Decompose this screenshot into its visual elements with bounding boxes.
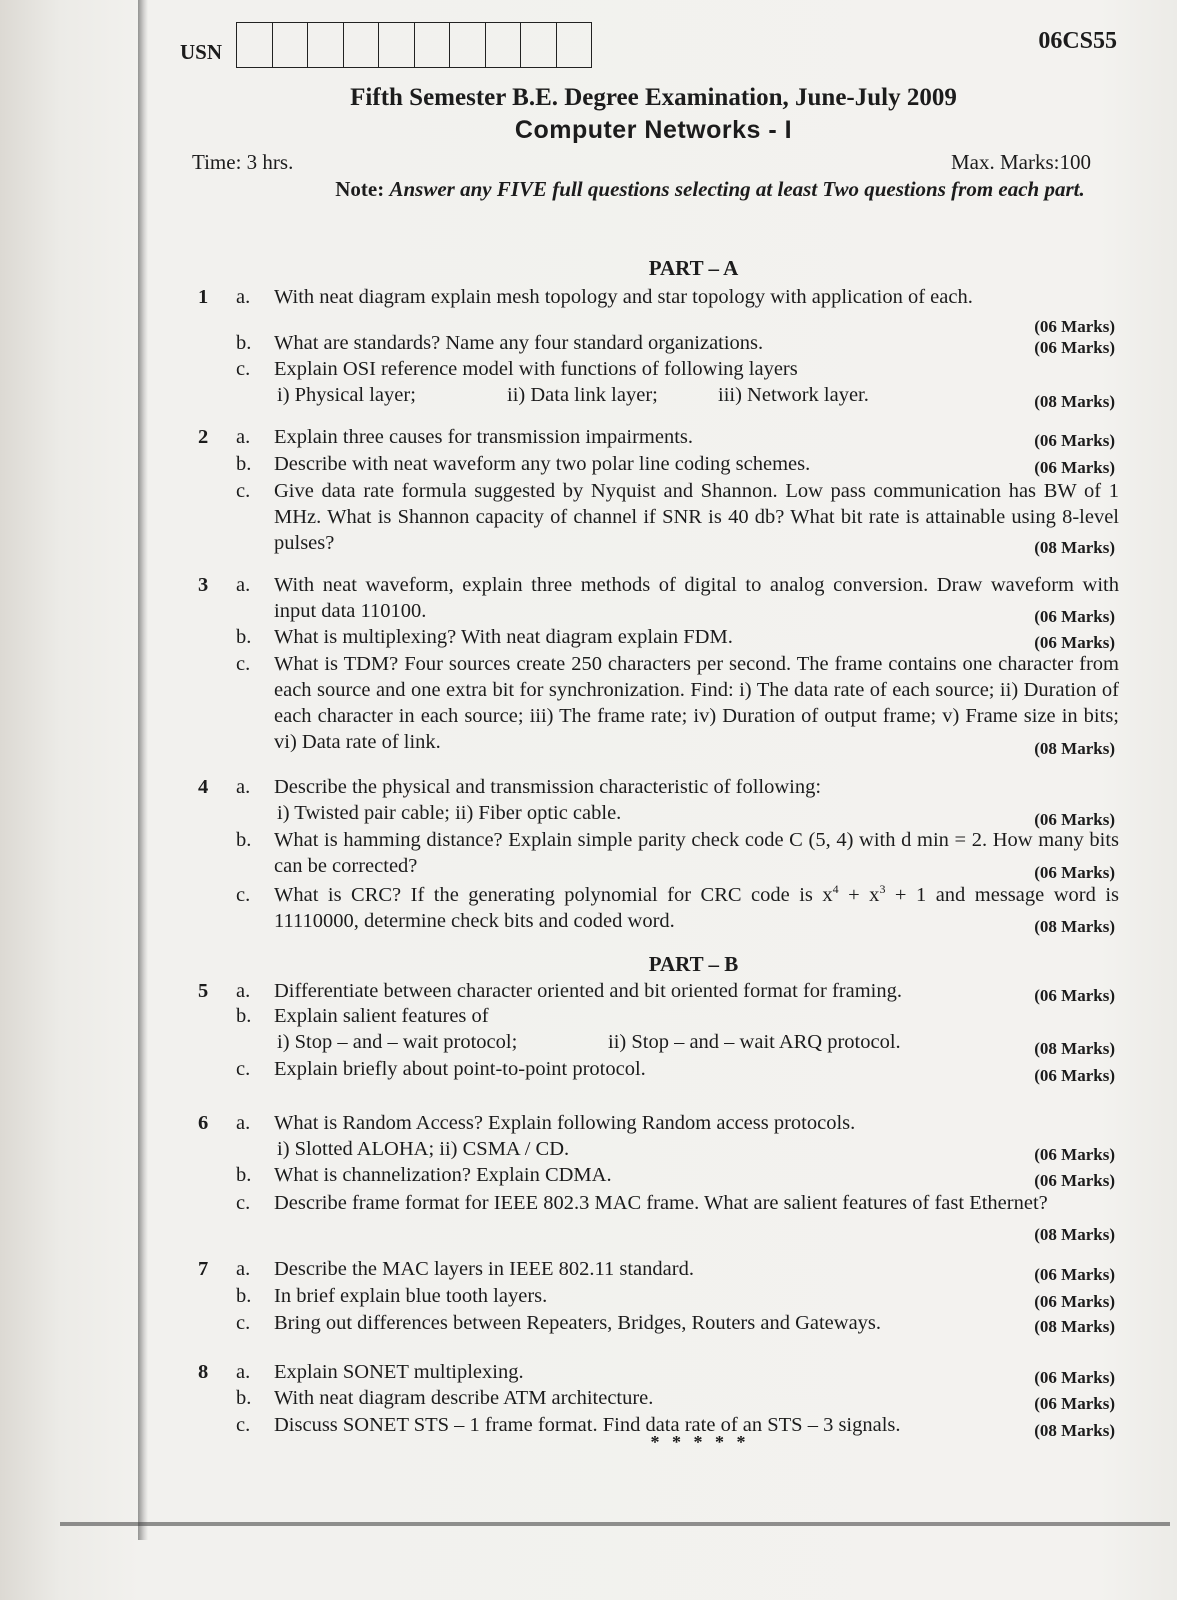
question-text: Explain SONET multiplexing.: [274, 1361, 524, 1383]
part-a-heading: PART – A: [648, 256, 739, 280]
time-allowed: Time: 3 hrs.: [192, 150, 294, 174]
marks: (08 Marks): [1034, 538, 1115, 557]
question-text: Describe with neat waveform any two polar line coding schemes.: [274, 453, 811, 475]
question-text: Discuss SONET STS – 1 frame format. Find data rate of an STS – 3 signals.: [274, 1414, 901, 1436]
exponent: 3: [879, 882, 886, 897]
question-letter: c.: [236, 1312, 251, 1334]
note-label: Note:: [335, 177, 385, 201]
usn-box: [521, 23, 557, 67]
question-text: What is Random Access? Explain following Random access protocols.: [274, 1112, 856, 1134]
marks: (08 Marks): [1034, 739, 1115, 758]
exam-title: Fifth Semester B.E. Degree Examination, June-July 2009: [350, 84, 957, 111]
marks: (08 Marks): [1034, 1039, 1115, 1058]
question-letter: a.: [236, 776, 251, 798]
marks: (06 Marks): [1034, 338, 1115, 357]
instructions-note: [300, 176, 1120, 202]
crc-text-middle: + x: [838, 884, 880, 906]
question-text: Describe the MAC layers in IEEE 802.11 standard.: [274, 1258, 694, 1280]
marks: (06 Marks): [1034, 1171, 1115, 1190]
sub-item: ii) Data link layer;: [507, 384, 658, 406]
usn-label: USN: [180, 40, 223, 64]
question-text: Differentiate between character oriented and bit oriented format for framing.: [274, 980, 902, 1002]
max-marks: Max. Marks:100: [951, 150, 1091, 174]
question-number: 7: [198, 1258, 209, 1280]
usn-box: [273, 23, 309, 67]
question-letter: a.: [236, 1258, 251, 1280]
sub-item: i) Slotted ALOHA; ii) CSMA / CD.: [277, 1138, 570, 1160]
usn-box: [450, 23, 486, 67]
question-text: Explain briefly about point-to-point protocol.: [274, 1058, 646, 1080]
question-letter: c.: [236, 653, 251, 675]
question-number: 5: [198, 980, 209, 1002]
scan-bottom-rule: [60, 1522, 1170, 1526]
marks: (06 Marks): [1034, 986, 1115, 1005]
question-text: What is TDM? Four sources create 250 characters per second. The frame contains one character from each source and one extra bit for synchronization. Find: i) The data rate of each source; ii) Duration of each character in each source; iii) The frame rate; iv) Duration of output frame; v) Frame size in bits; vi) Data rate of link.: [274, 653, 1119, 753]
question-letter: c.: [236, 358, 251, 380]
marks: (08 Marks): [1034, 1317, 1115, 1336]
sub-item: ii) Stop – and – wait ARQ protocol.: [608, 1031, 901, 1053]
question-letter: a.: [236, 426, 251, 448]
question-number: 3: [198, 574, 209, 596]
marks: (06 Marks): [1034, 1265, 1115, 1284]
question-letter: c.: [236, 1058, 251, 1080]
note-text: Answer any FIVE full questions selecting at least Two questions from each part.: [389, 177, 1085, 201]
question-text: Bring out differences between Repeaters, Bridges, Routers and Gateways.: [274, 1312, 882, 1334]
question-letter: b.: [236, 1005, 252, 1027]
question-letter: b.: [236, 1387, 252, 1409]
marks: (06 Marks): [1034, 431, 1115, 450]
question-number: 6: [198, 1112, 209, 1134]
marks: (06 Marks): [1034, 863, 1115, 882]
crc-text-start: What is CRC? If the generating polynomial for CRC code is x: [274, 884, 833, 906]
marks: (06 Marks): [1034, 458, 1115, 477]
marks: (06 Marks): [1034, 1292, 1115, 1311]
marks: (06 Marks): [1034, 317, 1115, 336]
sub-item: i) Twisted pair cable; ii) Fiber optic cable.: [277, 802, 622, 824]
question-letter: c.: [236, 1414, 251, 1436]
subject-title: Computer Networks - I: [514, 116, 793, 144]
question-text: What are standards? Name any four standard organizations.: [274, 332, 764, 354]
question-text: [274, 882, 1119, 934]
question-text: What is channelization? Explain CDMA.: [274, 1164, 612, 1186]
question-text: In brief explain blue tooth layers.: [274, 1285, 548, 1307]
marks: (06 Marks): [1034, 1368, 1115, 1387]
sub-item: iii) Network layer.: [718, 384, 869, 406]
question-text: With neat diagram explain mesh topology and star topology with application of each.: [274, 286, 973, 308]
question-letter: b.: [236, 626, 252, 648]
question-number: 1: [198, 286, 209, 308]
course-code: 06CS55: [1038, 28, 1117, 54]
end-of-paper-mark: * * * * *: [650, 1432, 750, 1452]
usn-boxes: [236, 22, 592, 68]
question-text: With neat waveform, explain three methods of digital to analog conversion. Draw waveform with input data 110100.: [274, 574, 1119, 622]
sub-item: i) Physical layer;: [277, 384, 416, 406]
question-letter: a.: [236, 980, 251, 1002]
marks: (08 Marks): [1034, 1225, 1115, 1244]
question-letter: c.: [236, 1192, 251, 1214]
scan-left-shadow: [138, 0, 148, 1540]
crc-text-end: + 1 and message word is 11110000, determine check bits and coded word.: [274, 884, 1120, 932]
question-text: What is hamming distance? Explain simple parity check code C (5, 4) with d min = 2. How many bits can be corrected?: [274, 829, 1119, 877]
question-letter: c.: [236, 480, 251, 502]
part-b-heading: PART – B: [648, 952, 739, 976]
marks: (08 Marks): [1034, 917, 1115, 936]
question-letter: c.: [236, 884, 251, 906]
usn-box: [344, 23, 380, 67]
usn-box: [308, 23, 344, 67]
marks: (06 Marks): [1034, 1145, 1115, 1164]
question-text: Describe the physical and transmission characteristic of following:: [274, 776, 822, 798]
usn-box: [557, 23, 592, 67]
question-text: What is multiplexing? With neat diagram explain FDM.: [274, 626, 733, 648]
marks: (06 Marks): [1034, 633, 1115, 652]
sub-item: i) Stop – and – wait protocol;: [277, 1031, 518, 1053]
usn-box: [379, 23, 415, 67]
usn-box: [237, 23, 273, 67]
marks: (06 Marks): [1034, 1066, 1115, 1085]
question-letter: b.: [236, 1164, 252, 1186]
question-text: Describe frame format for IEEE 802.3 MAC frame. What are salient features of fast Ethernet?: [274, 1192, 1048, 1214]
usn-box: [415, 23, 451, 67]
question-number: 2: [198, 426, 209, 448]
question-text: Explain OSI reference model with functions of following layers: [274, 358, 798, 380]
marks: (08 Marks): [1034, 1421, 1115, 1440]
question-letter: b.: [236, 453, 252, 475]
question-text: Give data rate formula suggested by Nyquist and Shannon. Low pass communication has BW of 1 MHz. What is Shannon capacity of channel if SNR is 40 db? What bit rate is attainable using 8-level pulses?: [274, 480, 1119, 554]
question-text: Explain salient features of: [274, 1005, 489, 1027]
question-letter: a.: [236, 286, 251, 308]
usn-box: [486, 23, 522, 67]
question-number: 8: [198, 1361, 209, 1383]
marks: (06 Marks): [1034, 1394, 1115, 1413]
question-text: Explain three causes for transmission impairments.: [274, 426, 694, 448]
marks: (06 Marks): [1034, 607, 1115, 626]
question-letter: a.: [236, 1112, 251, 1134]
question-text: With neat diagram describe ATM architecture.: [274, 1387, 654, 1409]
question-letter: b.: [236, 829, 252, 851]
question-number: 4: [198, 776, 209, 798]
marks: (06 Marks): [1034, 810, 1115, 829]
question-letter: b.: [236, 332, 252, 354]
question-letter: a.: [236, 574, 251, 596]
exponent: 4: [832, 882, 839, 897]
question-letter: a.: [236, 1361, 251, 1383]
marks: (08 Marks): [1034, 392, 1115, 411]
question-letter: b.: [236, 1285, 252, 1307]
